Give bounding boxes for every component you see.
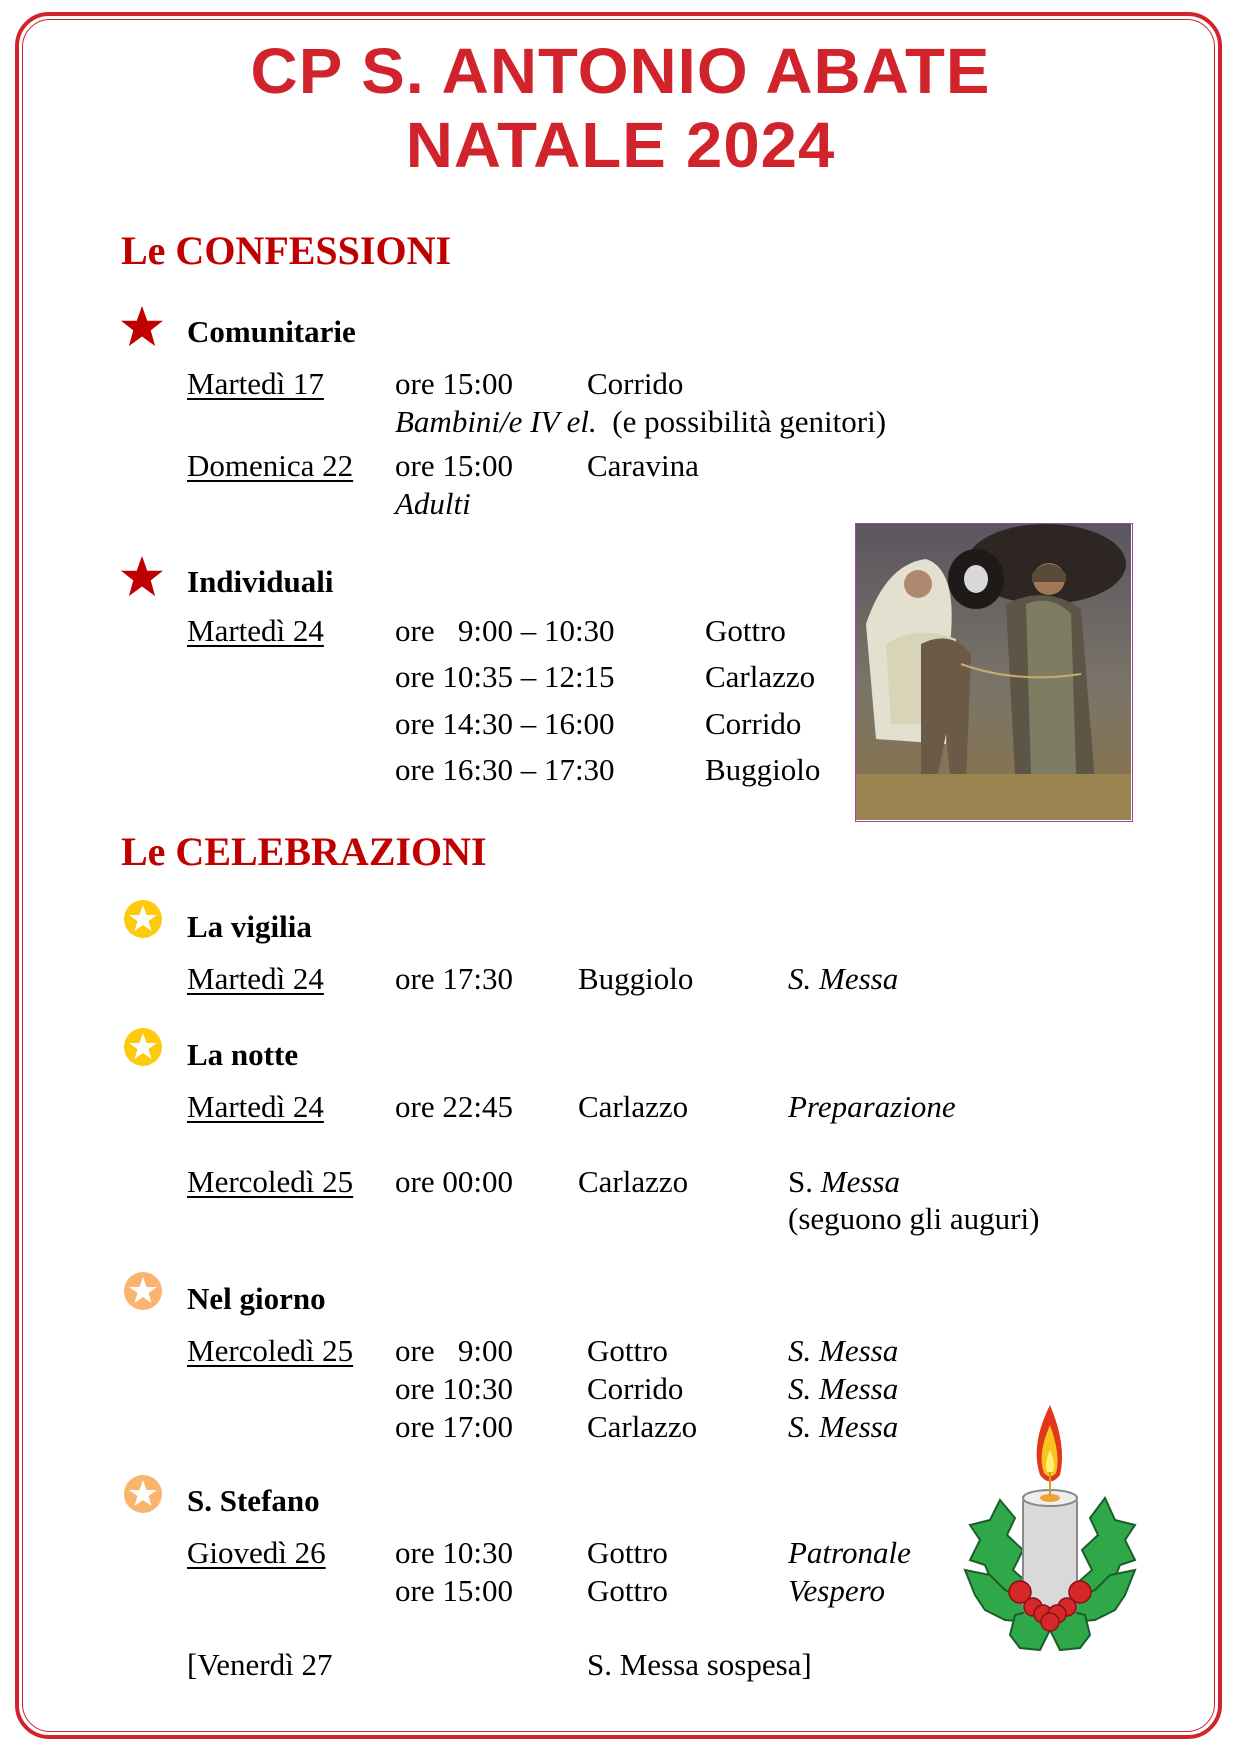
place-label: Carlazzo (578, 1089, 689, 1124)
subheading-giorno: Nel giorno (187, 1281, 326, 1316)
note-italic: Adulti (395, 486, 471, 521)
holy-family-image (855, 523, 1133, 822)
footer-text: S. Messa sospesa] (587, 1647, 812, 1682)
time-label: ore 14:30 – 16:00 (395, 706, 615, 741)
place-label: Caravina (587, 448, 699, 483)
peach-star-circle-icon (123, 1474, 163, 1514)
footer-day: [Venerdì 27 (187, 1647, 333, 1682)
time-label: ore 15:00 (395, 1573, 513, 1608)
place-label: Corrido (587, 366, 684, 401)
subheading-stefano: S. Stefano (187, 1483, 320, 1518)
note-italic: Bambini/e IV el. (395, 404, 597, 439)
date-label: Mercoledì 25 (187, 1164, 354, 1199)
date-label: Giovedì 26 (187, 1535, 326, 1570)
note-prefix: S. (788, 1164, 813, 1199)
note-italic: Messa (820, 1164, 900, 1199)
time-label: ore 00:00 (395, 1164, 513, 1199)
time-label: ore 15:00 (395, 448, 513, 483)
gold-star-circle-icon (123, 1027, 163, 1067)
time-label: ore 10:35 – 12:15 (395, 659, 615, 694)
peach-star-circle-icon (123, 1271, 163, 1311)
place-label: Corrido (705, 706, 802, 741)
gold-star-circle-icon (123, 899, 163, 939)
date-label: Martedì 24 (187, 961, 324, 996)
note-label: S. Messa (788, 961, 899, 996)
time-label: ore 9:00 – 10:30 (395, 613, 615, 648)
subheading-individuali: Individuali (187, 564, 334, 599)
place-label: Gottro (587, 1333, 668, 1368)
place-label: Buggiolo (578, 961, 694, 996)
note-line (395, 406, 886, 437)
section-heading-confessioni: Le CONFESSIONI (121, 228, 452, 273)
place-label: Corrido (587, 1371, 684, 1406)
date-label: Martedì 24 (187, 613, 324, 648)
place-label: Carlazzo (587, 1409, 698, 1444)
page-title-line1: CP S. ANTONIO ABATE (250, 35, 991, 107)
subheading-comunitarie: Comunitarie (187, 314, 356, 349)
note-label: Vespero (788, 1573, 885, 1608)
red-star-icon (120, 555, 164, 597)
time-label: ore 22:45 (395, 1089, 513, 1124)
place-label: Gottro (705, 613, 786, 648)
page-title-line2: NATALE 2024 (405, 109, 836, 181)
place-label: Gottro (587, 1573, 668, 1608)
note-plain: (e possibilità genitori) (612, 404, 887, 439)
note-label: S. Messa (788, 1409, 899, 1444)
time-label: ore 17:30 (395, 961, 513, 996)
note-label: S. Messa (788, 1333, 899, 1368)
place-label: Carlazzo (578, 1164, 689, 1199)
candle-holly-illustration (955, 1400, 1145, 1655)
time-label: ore 10:30 (395, 1371, 513, 1406)
time-label: ore 16:30 – 17:30 (395, 752, 615, 787)
place-label: Carlazzo (705, 659, 816, 694)
subheading-notte: La notte (187, 1037, 299, 1072)
red-star-icon (120, 305, 164, 347)
time-label: ore 10:30 (395, 1535, 513, 1570)
time-label: ore 17:00 (395, 1409, 513, 1444)
note-label: Preparazione (788, 1089, 956, 1124)
time-label: ore 9:00 (395, 1333, 513, 1368)
subheading-vigilia: La vigilia (187, 909, 312, 944)
note-extra: (seguono gli auguri) (788, 1201, 1040, 1236)
place-label: Buggiolo (705, 752, 821, 787)
place-label: Gottro (587, 1535, 668, 1570)
time-label: ore 15:00 (395, 366, 513, 401)
section-heading-celebrazioni: Le CELEBRAZIONI (121, 829, 487, 874)
note-label: Patronale (788, 1535, 911, 1570)
date-label: Martedì 24 (187, 1089, 324, 1124)
note-label (788, 1166, 900, 1197)
date-label: Martedì 17 (187, 366, 324, 401)
date-label: Domenica 22 (187, 448, 354, 483)
date-label: Mercoledì 25 (187, 1333, 354, 1368)
note-label: S. Messa (788, 1371, 899, 1406)
